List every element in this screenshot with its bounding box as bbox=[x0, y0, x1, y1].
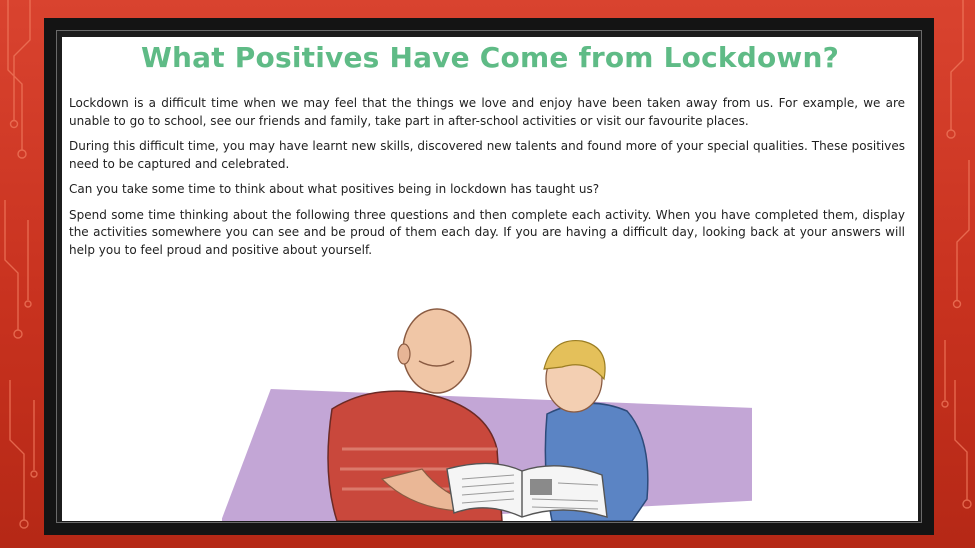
man-and-boy-reading-book-icon bbox=[222, 299, 752, 521]
page-title: What Positives Have Come from Lockdown? bbox=[140, 41, 840, 74]
body-text bbox=[69, 95, 905, 267]
paragraph-skills: During this difficult time, you may have learnt new skills, discovered new talents and found more of your special qualities. These positives need to be captured and celebrated. bbox=[69, 139, 905, 171]
slide-content bbox=[62, 37, 918, 521]
paragraph-question: Can you take some time to think about what positives being in lockdown has taught us? bbox=[69, 182, 600, 196]
paragraph-intro: Lockdown is a difficult time when we may feel that the things we love and enjoy have been taken away from us. For example, we are unable to go to school, see our friends and family, take part in after-school activities or visit our favourite places. bbox=[69, 96, 905, 128]
man-head bbox=[403, 309, 471, 393]
paragraph-instructions: Spend some time thinking about the following three questions and then complete each activity. When you have completed them, display the activities somewhere you can see and be proud of them each day. If you are having a difficult day, looking back at your answers will help you to feel proud and positive about yourself. bbox=[69, 207, 905, 257]
